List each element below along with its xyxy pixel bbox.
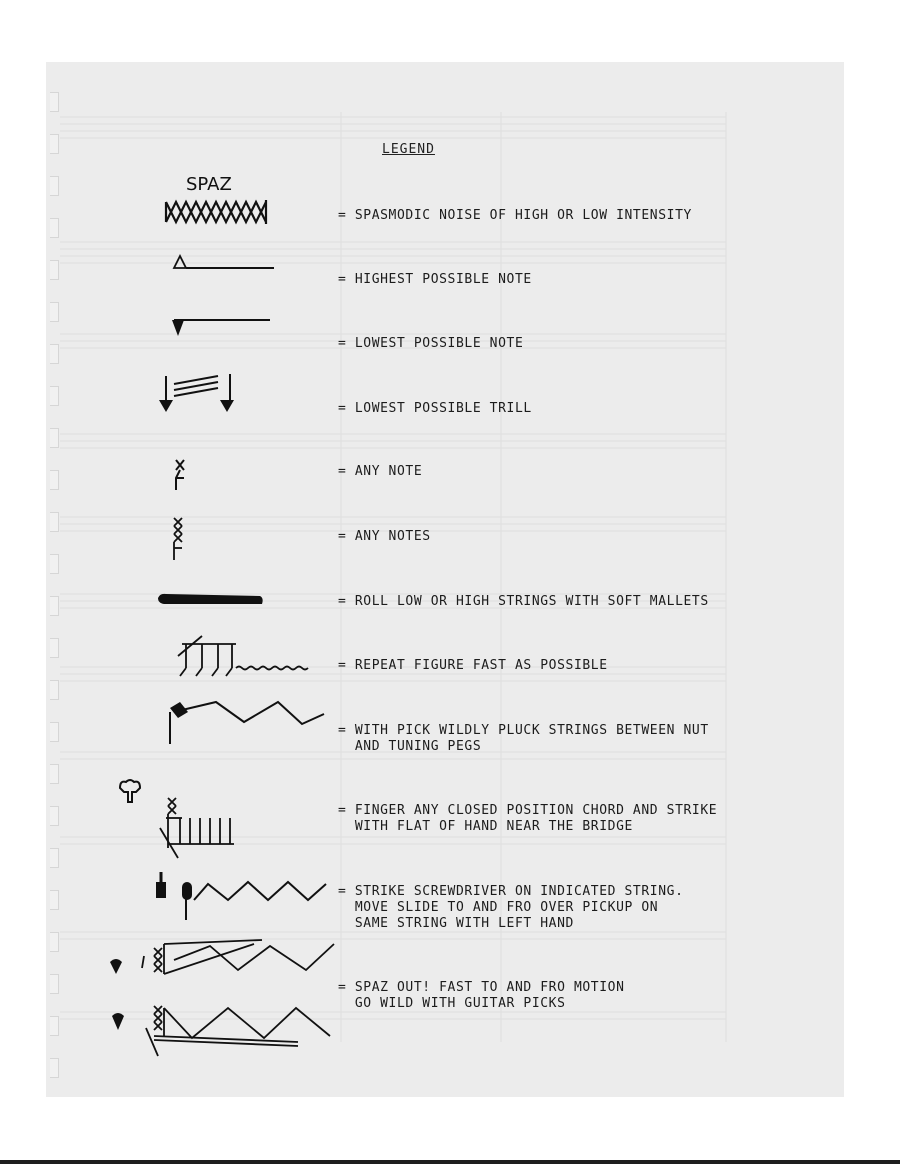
binder-tab (50, 1058, 59, 1078)
lowest-note-desc: = LOWEST POSSIBLE NOTE (338, 336, 524, 351)
bottom-rule (0, 1160, 900, 1164)
spaz-label: SPAZ (186, 174, 232, 195)
highest-note-symbol (170, 250, 280, 274)
lowest-trill-symbol (154, 370, 244, 414)
binder-tab (50, 218, 59, 238)
any-notes-desc: = ANY NOTES (338, 529, 431, 544)
binder-tab (50, 848, 59, 868)
highest-note-desc: = HIGHEST POSSIBLE NOTE (338, 272, 532, 287)
binder-tab (50, 554, 59, 574)
roll-mallets-desc: = ROLL LOW OR HIGH STRINGS WITH SOFT MALLETS (338, 594, 709, 609)
pick-pluck-desc: = WITH PICK WILDLY PLUCK STRINGS BETWEEN NUT AND TUNING PEGS (338, 723, 709, 754)
binder-tab (50, 512, 59, 532)
finger-chord-desc: = FINGER ANY CLOSED POSITION CHORD AND STRIKE WITH FLAT OF HAND NEAR THE BRIDGE (338, 803, 718, 834)
lowest-trill-desc: = LOWEST POSSIBLE TRILL (338, 401, 532, 416)
binder-tabs (46, 62, 60, 1097)
binder-tab (50, 470, 59, 490)
binder-tab (50, 974, 59, 994)
binder-tab (50, 386, 59, 406)
finger-chord-symbol (116, 778, 246, 864)
binder-tab (50, 1016, 59, 1036)
roll-mallets-symbol (156, 590, 268, 610)
pick-pluck-symbol (166, 698, 331, 748)
spasmodic-noise-symbol (162, 166, 272, 226)
screwdriver-icon (156, 872, 166, 898)
spaz-out-desc: = SPAZ OUT! FAST TO AND FRO MOTION GO WILD WITH GUITAR PICKS (338, 980, 625, 1011)
guitar-pick-icon (110, 959, 122, 974)
lowest-note-symbol (170, 312, 280, 342)
binder-tab (50, 134, 59, 154)
binder-tab (50, 344, 59, 364)
binder-tab (50, 932, 59, 952)
any-note-symbol (170, 456, 200, 496)
binder-tab (50, 260, 59, 280)
binder-tab (50, 428, 59, 448)
binder-tab (50, 722, 59, 742)
repeat-figure-desc: = REPEAT FIGURE FAST AS POSSIBLE (338, 658, 608, 673)
hand-icon (120, 780, 140, 802)
legend-sheet (46, 62, 844, 1097)
binder-tab (50, 596, 59, 616)
spasmodic-noise-desc: = SPASMODIC NOISE OF HIGH OR LOW INTENSITY (338, 208, 692, 223)
any-notes-symbol (168, 514, 198, 564)
repeat-figure-symbol (172, 632, 317, 682)
binder-tab (50, 890, 59, 910)
guitar-pick-icon-lower (112, 1013, 124, 1030)
binder-tab (50, 302, 59, 322)
binder-tab (50, 176, 59, 196)
screwdriver-symbol (150, 868, 340, 924)
spaz-out-symbol (102, 924, 342, 1069)
screwdriver-desc: = STRIKE SCREWDRIVER ON INDICATED STRING. MOVE SLIDE TO AND FRO OVER PICKUP ON SAME STRING WITH LEFT HAND (338, 884, 684, 931)
binder-tab (50, 92, 59, 112)
binder-tab (50, 764, 59, 784)
binder-tab (50, 638, 59, 658)
any-note-desc: = ANY NOTE (338, 464, 423, 479)
binder-tab (50, 680, 59, 700)
legend-title: LEGEND (382, 142, 435, 157)
binder-tab (50, 806, 59, 826)
slide-icon (182, 882, 192, 900)
